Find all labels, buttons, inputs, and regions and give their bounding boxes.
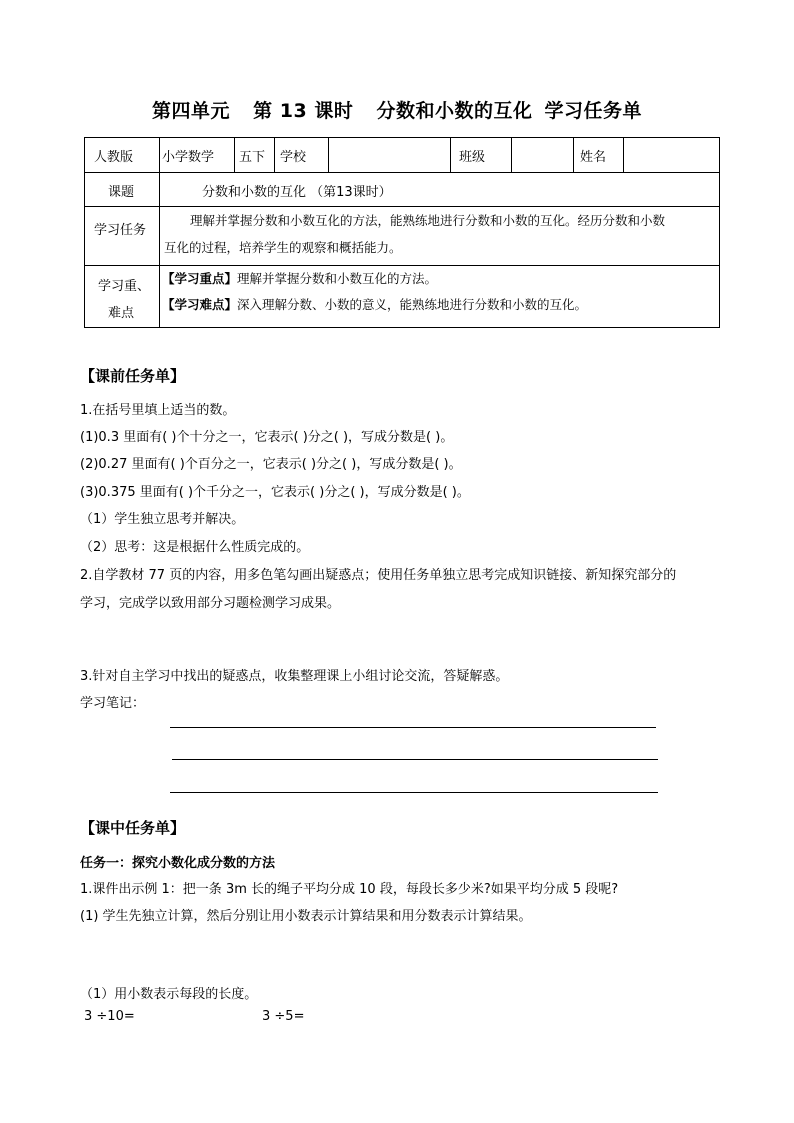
focus-hard-tag: 【学习难点】 <box>162 297 238 312</box>
cell-focus-key <box>162 269 437 287</box>
cell-topic-label: 课题 <box>108 185 135 200</box>
table-border-left <box>84 137 85 328</box>
pre-class-heading: 【课前任务单】 <box>80 367 186 385</box>
notes-label: 学习笔记： <box>80 696 146 711</box>
cell-school-label: 学校 <box>280 150 307 165</box>
calc-1: 3 ÷10= <box>84 1009 135 1024</box>
pre-class-note2: （2）思考：这是根据什么性质完成的。 <box>80 540 310 555</box>
pre-class-q1: 1.在括号里填上适当的数。 <box>80 403 236 418</box>
cell-focus-hard <box>162 295 587 313</box>
calc-2: 3 ÷5= <box>262 1009 305 1024</box>
table-col-divider <box>623 137 624 172</box>
table-col-divider <box>274 137 275 172</box>
cell-edition: 人教版 <box>94 150 134 165</box>
focus-key-tag: 【学习重点】 <box>162 271 238 286</box>
title-lesson: 第 13 课时 <box>253 100 354 122</box>
pre-class-q1-1: (1)0.3 里面有( )个十分之一，它表示( )分之( )，写成分数是( )。 <box>80 430 454 445</box>
focus-hard-text: 深入理解分数、小数的意义，能熟练地进行分数和小数的互化。 <box>237 297 588 312</box>
focus-key-text: 理解并掌握分数和小数互化的方法。 <box>237 271 438 286</box>
cell-class-label: 班级 <box>459 150 486 165</box>
in-class-heading: 【课中任务单】 <box>80 819 186 837</box>
table-col-divider <box>450 137 451 172</box>
title-unit: 第四单元 <box>152 100 231 122</box>
table-row-divider <box>84 206 720 207</box>
table-col-divider <box>328 137 329 172</box>
table-col-divider <box>511 137 512 172</box>
notes-line[interactable] <box>172 759 658 760</box>
cell-name-label: 姓名 <box>580 150 607 165</box>
table-border-right <box>719 137 720 328</box>
table-col-divider <box>573 137 574 172</box>
pre-class-q1-2: (2)0.27 里面有( )个百分之一，它表示( )分之( )，写成分数是( )。 <box>80 457 462 472</box>
pre-class-q3: 3.针对自主学习中找出的疑惑点，收集整理课上小组讨论交流，答疑解惑。 <box>80 669 509 684</box>
step1: （1）用小数表示每段的长度。 <box>80 987 258 1002</box>
info-table <box>84 137 720 328</box>
cell-grade: 五下 <box>239 150 266 165</box>
cell-task-line1: 理解并掌握分数和小数互化的方法，能熟练地进行分数和小数的互化。经历分数和小数 <box>190 213 666 228</box>
notes-line[interactable] <box>170 727 656 728</box>
pre-class-q1-3: (3)0.375 里面有( )个千分之一，它表示( )分之( )，写成分数是( )。 <box>80 485 470 500</box>
pre-class-note1: （1）学生独立思考并解决。 <box>80 512 245 527</box>
title-topic: 分数和小数的互化 <box>376 100 533 122</box>
cell-subject: 小学数学 <box>162 150 215 165</box>
pre-class-q2-line1: 2.自学教材 77 页的内容，用多色笔勾画出疑惑点；使用任务单独立思考完成知识链接、新知探究部分的 <box>80 568 677 583</box>
table-row-divider <box>84 265 720 266</box>
cell-task-label: 学习任务 <box>94 223 147 238</box>
table-col-divider <box>159 137 160 328</box>
cell-task-line2: 互化的过程，培养学生的观察和概括能力。 <box>164 240 402 255</box>
cell-focus-label-1: 学习重、 <box>98 279 151 294</box>
example1: 1.课件出示例 1：把一条 3m 长的绳子平均分成 10 段，每段长多少米?如果平均分成 5 段呢? <box>80 882 619 897</box>
table-border-bottom <box>84 327 720 328</box>
example1-sub: (1) 学生先独立计算，然后分别让用小数表示计算结果和用分数表示计算结果。 <box>80 909 532 924</box>
table-col-divider <box>234 137 235 172</box>
cell-focus-label-2: 难点 <box>108 306 135 321</box>
cell-topic-value: 分数和小数的互化 （第13课时） <box>202 185 392 200</box>
title-doc-type: 学习任务单 <box>544 100 642 122</box>
page-title <box>0 96 794 123</box>
table-row-divider <box>84 172 720 173</box>
notes-line[interactable] <box>170 792 658 793</box>
pre-class-q2-line2: 学习，完成学以致用部分习题检测学习成果。 <box>80 596 341 611</box>
task1-title: 任务一：探究小数化成分数的方法 <box>80 856 276 871</box>
table-border-top <box>84 137 720 138</box>
